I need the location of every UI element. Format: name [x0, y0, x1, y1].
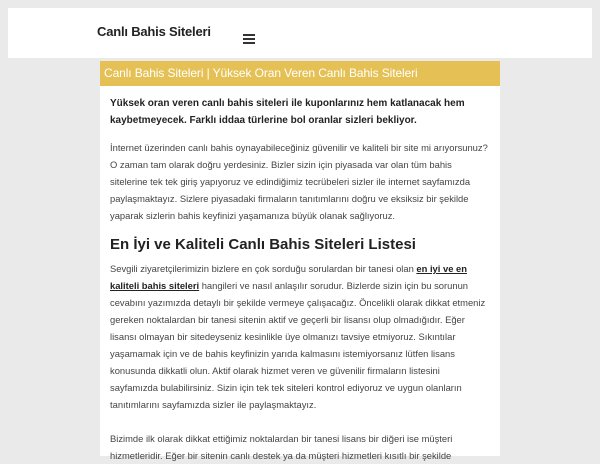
best-betting-sites-link[interactable]: en iyi ve en kaliteli bahis siteleri	[110, 263, 467, 291]
site-header	[8, 8, 592, 58]
body-text-after-link: hangileri ve nasıl anlaşılır sorudur. Bizlerde sizin için bu sorunun cevabını yazımızda detaylı bir şekilde vermeye çalışacağız. Öncelikli olarak dikkat etmeniz gereken noktalardan bir tanesi sitenin aktif ve geçerli bir lisansı olup olmadığıdır. Eğer lisansı olmayan bir sitedeyseniz kesinlikle üye olmanızı tavsiye etmiyoruz. Sıkıntılar yaşamamak için ve de bahis keyfinizin yarıda kalmasını istemiyorsanız lütfen lisans konusunda dikkatli olun. Aktif olarak hizmet veren ve güvenilir firmaların listesini sayfamızda bulabilirsiniz. Sizin için tek tek siteleri kontrol ediyoruz ve uygun olanların tanıtımlarını sayfamızda sizler ile paylaşmaktayız.	[110, 280, 486, 410]
closing-paragraph: Bizimde ilk olarak dikkat ettiğimiz noktalardan bir tanesi lisans bir diğeri ise müşteri hizmetleridir. Eğer bir sitenin canlı destek ya da müşteri hizmetleri kısıtlı bir şekilde	[110, 433, 453, 461]
title-banner	[100, 61, 500, 86]
hamburger-menu-icon[interactable]	[243, 34, 255, 44]
paragraph-gap	[110, 413, 488, 430]
article-content	[110, 95, 488, 464]
article	[100, 61, 500, 461]
section-heading: En İyi ve Kaliteli Canlı Bahis Siteleri Listesi	[110, 236, 416, 253]
body-paragraph	[110, 260, 488, 413]
menu-bar	[243, 38, 255, 40]
body-text-before-link: Sevgili ziyaretçilerimizin bizlere en çok sorduğu sorulardan bir tanesi olan	[110, 263, 417, 274]
intro-paragraph: İnternet üzerinden canlı bahis oynayabileceğiniz güvenilir ve kaliteli bir site mi arıyorsunuz? O zaman tam olarak doğru yerdesiniz. Bizler sizin için piyasada var olan tüm bahis sitelerine tek tek giriş yapıyoruz ve edindiğimiz tecrübeleri sizler ile internet sayfamızda paylaşmaktayız. Sizlere piyasadaki firmaların tanıtımlarını doğru ve eksiksiz bir şekilde yaparak sizlerin bahis keyfinizi yaşamanıza büyük olanak sağlıyoruz.	[110, 142, 488, 221]
page-title: Canlı Bahis Siteleri | Yüksek Oran Veren Canlı Bahis Siteleri	[104, 66, 418, 80]
menu-bar	[243, 42, 255, 44]
menu-bar	[243, 34, 255, 36]
site-title[interactable]: Canlı Bahis Siteleri	[97, 24, 211, 39]
lead-paragraph: Yüksek oran veren canlı bahis siteleri ile kuponlarınız hem katlanacak hem kaybetmeyecek. Farklı iddaa türlerine bol oranlar sizleri bekliyor.	[110, 98, 465, 126]
